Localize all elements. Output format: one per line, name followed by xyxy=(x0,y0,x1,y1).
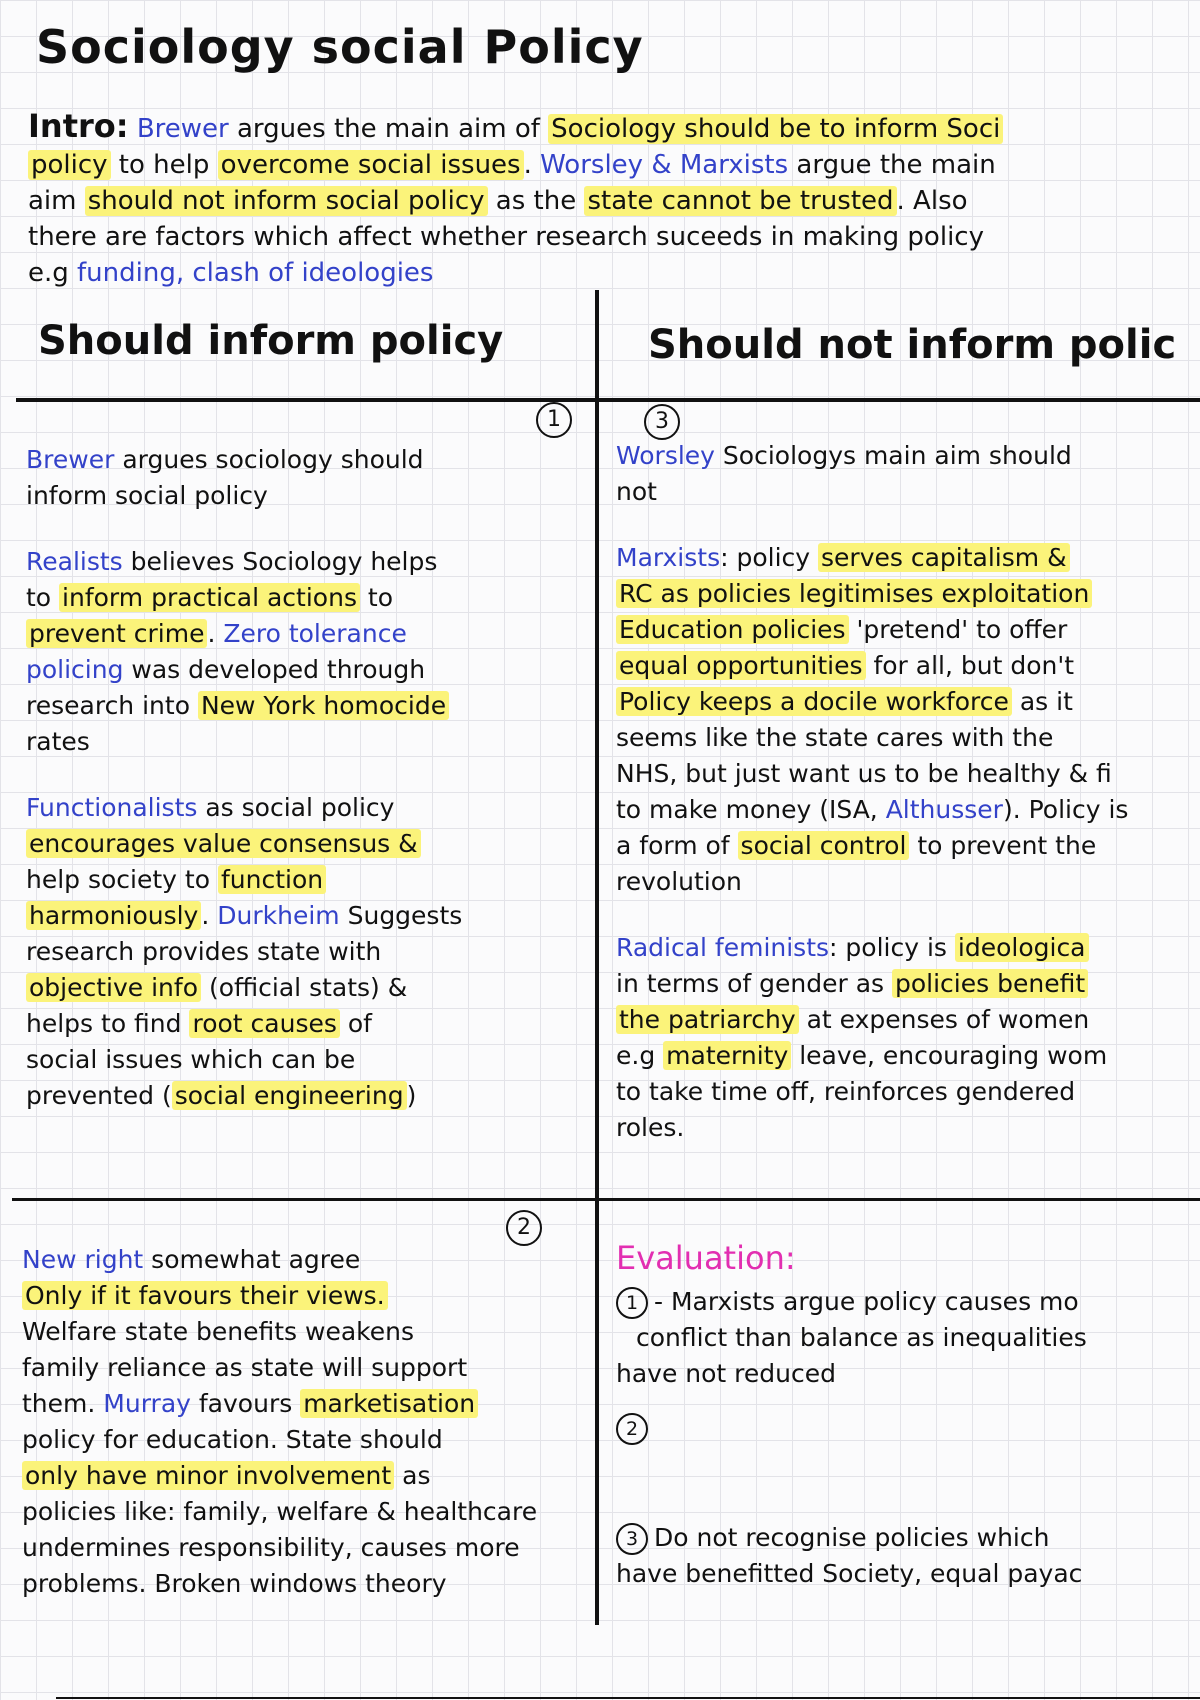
text: : policy xyxy=(720,543,819,572)
intro-paragraph xyxy=(28,108,1200,291)
text: Sociologys main aim should xyxy=(714,441,1072,470)
highlight: New York homocide xyxy=(198,691,449,720)
text: family reliance as state will support xyxy=(22,1353,468,1382)
bottom-rule xyxy=(56,1697,1200,1699)
realists-paragraph xyxy=(26,544,462,760)
highlight: Only if it favours their views. xyxy=(22,1281,388,1310)
highlight: RC as policies legitimises exploitation xyxy=(616,579,1092,608)
text: research provides state with xyxy=(26,937,382,966)
text: : policy is xyxy=(829,933,955,962)
evaluation-heading: Evaluation: xyxy=(616,1239,796,1277)
text: ) xyxy=(406,1081,417,1110)
text: in terms of gender as xyxy=(616,969,892,998)
name-functionalists: Functionalists xyxy=(26,793,198,822)
text: to xyxy=(26,583,60,612)
text: Welfare state benefits weakens xyxy=(22,1317,415,1346)
text: as xyxy=(394,1461,431,1490)
name-althusser: Althusser xyxy=(885,795,1003,824)
name-radical-feminists: Radical feminists xyxy=(616,933,830,962)
highlight: inform practical actions xyxy=(59,583,360,612)
intro-text: . Also xyxy=(896,186,968,216)
text: prevented ( xyxy=(26,1081,172,1110)
intro-line-1 xyxy=(28,108,1200,147)
cell-evaluation xyxy=(616,1238,1087,1592)
eval-number-2: 2 xyxy=(616,1413,648,1445)
highlight: encourages value consensus & xyxy=(26,829,421,858)
highlight: social engineering xyxy=(172,1081,407,1110)
text: leave, encouraging wom xyxy=(791,1041,1108,1070)
highlight: equal opportunities xyxy=(616,651,866,680)
text: social issues which can be xyxy=(26,1045,356,1074)
highlight: ideologica xyxy=(955,933,1089,962)
text: argues sociology should xyxy=(114,445,424,474)
text: Do not recognise policies which xyxy=(654,1523,1050,1552)
intro-label: Intro: xyxy=(28,107,129,145)
text: policy for education. State should xyxy=(22,1425,443,1454)
text: to make money (ISA, xyxy=(616,795,886,824)
text: inform social policy xyxy=(26,481,268,510)
text: somewhat agree xyxy=(143,1245,361,1274)
text: to xyxy=(359,583,394,612)
column-divider xyxy=(595,290,599,1625)
eval-number-3: 3 xyxy=(616,1523,648,1555)
text: of xyxy=(339,1009,372,1038)
intro-highlight: should not inform social policy xyxy=(85,186,488,216)
highlight: only have minor involvement xyxy=(22,1461,394,1490)
text: undermines responsibility, causes more xyxy=(22,1533,520,1562)
text: have benefitted Society, equal payac xyxy=(616,1559,1083,1588)
text: not xyxy=(616,477,657,506)
policing: policing xyxy=(26,655,124,684)
text: them. xyxy=(22,1389,104,1418)
cell-should-inform xyxy=(26,442,462,1144)
highlight: prevent crime xyxy=(26,619,207,648)
intro-text: . xyxy=(523,150,541,180)
text: 'pretend' to offer xyxy=(848,615,1068,644)
name-brewer: Brewer xyxy=(26,445,115,474)
text: for all, but don't xyxy=(865,651,1075,680)
text: research into xyxy=(26,691,198,720)
highlight: social control xyxy=(738,831,910,860)
text: as it xyxy=(1011,687,1073,716)
text: helps to find xyxy=(26,1009,190,1038)
radical-feminists-paragraph xyxy=(616,930,1128,1146)
text: NHS, but just want us to be healthy & fi xyxy=(616,759,1112,788)
evaluation-point-1 xyxy=(616,1284,1087,1392)
intro-worsley: Worsley xyxy=(540,150,644,180)
highlight: objective info xyxy=(26,973,201,1002)
zero-tolerance: Zero tolerance xyxy=(223,619,407,648)
column-heading-should-not: Should not inform polic xyxy=(648,322,1177,368)
intro-text: to help xyxy=(110,150,218,180)
name-realists: Realists xyxy=(26,547,123,576)
row-rule xyxy=(12,1198,1200,1201)
intro-highlight: state cannot be trusted xyxy=(584,186,896,216)
text: a form of xyxy=(616,831,738,860)
text: at expenses of women xyxy=(798,1005,1090,1034)
text: - Marxists argue policy causes mo xyxy=(654,1287,1079,1316)
intro-highlight: overcome social issues xyxy=(218,150,524,180)
cell-new-right xyxy=(22,1242,537,1632)
text: seems like the state cares with the xyxy=(616,723,1054,752)
functionalists-paragraph xyxy=(26,790,462,1114)
highlight: policies benefit xyxy=(892,969,1088,998)
name-worsley: Worsley xyxy=(616,441,715,470)
evaluation-point-3 xyxy=(616,1520,1087,1592)
intro-text: argues the main aim of xyxy=(228,114,549,144)
text: help society to xyxy=(26,865,218,894)
text: revolution xyxy=(616,867,742,896)
number-3-badge: 3 xyxy=(644,404,680,440)
column-heading-should: Should inform policy xyxy=(38,318,504,364)
intro-line-4: there are factors which affect whether research suceeds in making policy xyxy=(28,222,984,252)
intro-text: & xyxy=(643,150,680,180)
cell-should-not-inform xyxy=(616,438,1128,1176)
intro-text: aim xyxy=(28,186,85,216)
text: to take time off, reinforces gendered xyxy=(616,1077,1076,1106)
intro-line-5 xyxy=(28,255,1200,291)
text: policies like: family, welfare & healthcare xyxy=(22,1497,538,1526)
text: rates xyxy=(26,727,90,756)
page-title: Sociology social Policy xyxy=(36,20,644,74)
intro-line-3 xyxy=(28,183,1200,219)
intro-brewer: Brewer xyxy=(136,114,229,144)
brewer-paragraph xyxy=(26,442,462,514)
name-new-right: New right xyxy=(22,1245,144,1274)
highlight: root causes xyxy=(189,1009,339,1038)
text: . xyxy=(201,901,218,930)
header-rule xyxy=(16,398,1200,402)
text: conflict than balance as inequalities xyxy=(636,1323,1087,1352)
worsley-paragraph xyxy=(616,438,1128,510)
text: problems. Broken windows theory xyxy=(22,1569,447,1598)
intro-text: argue the main xyxy=(788,150,996,180)
intro-highlight: policy xyxy=(28,150,111,180)
evaluation-point-2 xyxy=(616,1410,1087,1446)
number-2-badge: 2 xyxy=(506,1210,542,1246)
highlight: Education policies xyxy=(616,615,849,644)
highlight: Policy keeps a docile workforce xyxy=(616,687,1012,716)
highlight: harmoniously xyxy=(26,901,201,930)
highlight: the patriarchy xyxy=(616,1005,799,1034)
highlight: maternity xyxy=(663,1041,791,1070)
text: . xyxy=(207,619,224,648)
intro-text: e.g xyxy=(28,258,78,288)
marxists-paragraph xyxy=(616,540,1128,900)
highlight: function xyxy=(218,865,326,894)
new-right-paragraph xyxy=(22,1242,537,1602)
text: to prevent the xyxy=(909,831,1097,860)
text: (official stats) & xyxy=(201,973,408,1002)
name-murray: Murray xyxy=(103,1389,191,1418)
intro-highlight: Sociology should be to inform Soci xyxy=(548,114,1003,144)
text: have not reduced xyxy=(616,1359,836,1388)
intro-marxists: Marxists xyxy=(679,150,789,180)
highlight: marketisation xyxy=(300,1389,478,1418)
name-durkheim: Durkheim xyxy=(217,901,340,930)
text: Suggests xyxy=(339,901,463,930)
number-1-badge: 1 xyxy=(536,402,572,438)
text: as social policy xyxy=(197,793,395,822)
highlight: serves capitalism & xyxy=(818,543,1070,572)
text: favours xyxy=(190,1389,301,1418)
text: e.g xyxy=(616,1041,664,1070)
name-marxists: Marxists xyxy=(616,543,721,572)
text: ). Policy is xyxy=(1002,795,1129,824)
intro-line-2 xyxy=(28,147,1200,183)
intro-text: as the xyxy=(487,186,585,216)
intro-factors: funding, clash of ideologies xyxy=(77,258,434,288)
eval-number-1: 1 xyxy=(616,1287,648,1319)
text: believes Sociology helps xyxy=(122,547,438,576)
text: was developed through xyxy=(123,655,426,684)
text: roles. xyxy=(616,1113,685,1142)
